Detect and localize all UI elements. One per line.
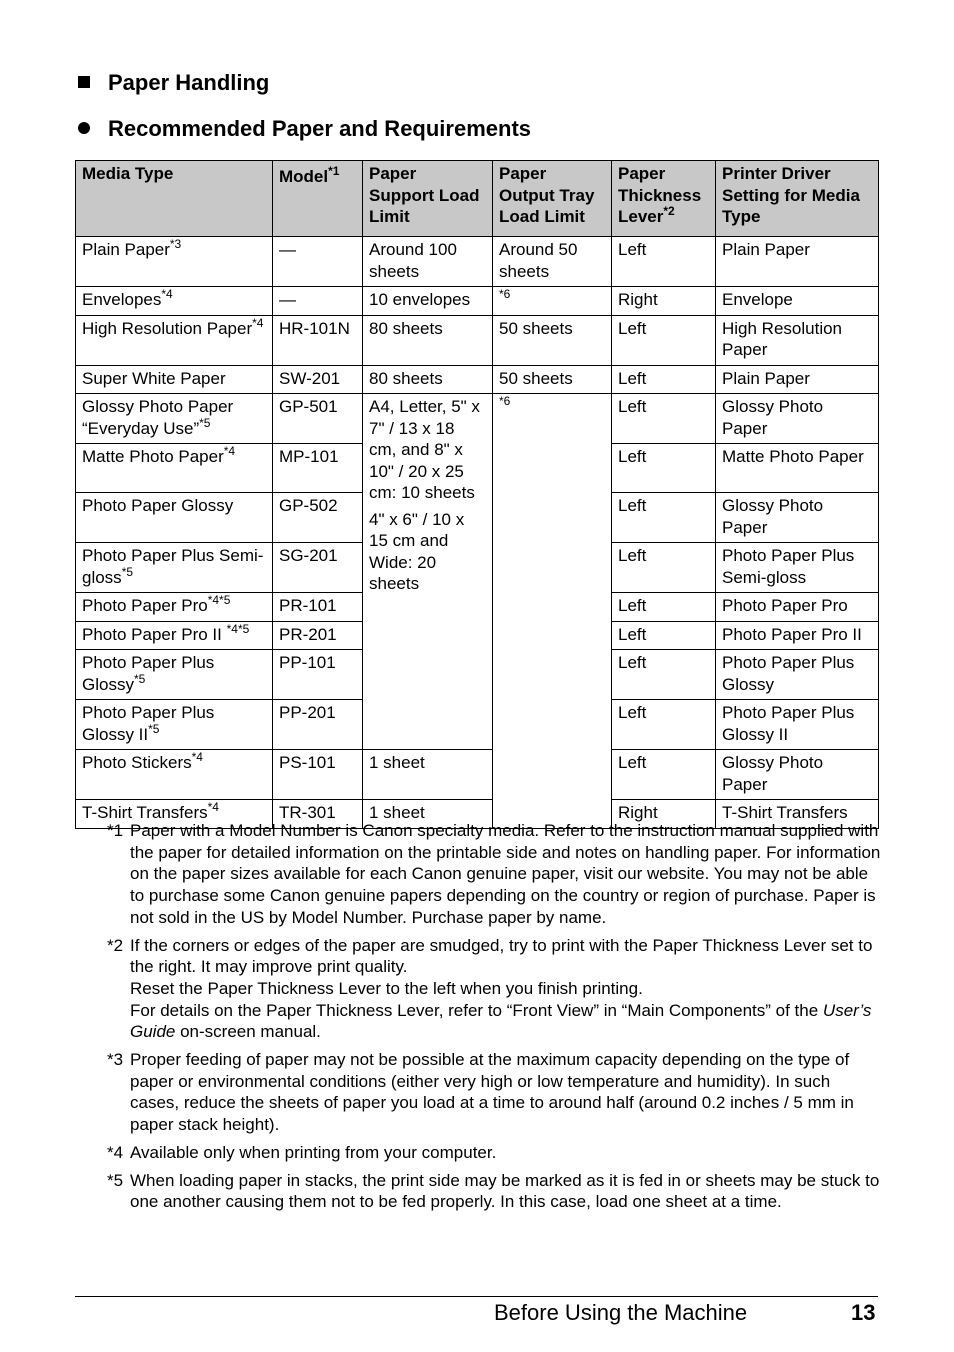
- cell-media: High Resolution Paper$^{*4}$: [76, 315, 273, 365]
- footnote-text: Paper with a Model Number is Canon specialty media. Refer to the instruction manual supplied with the paper for detailed information on the printable side and notes on handling paper. For information on the paper sizes available for each Canon genuine paper, visit our website. You may not be able to purchase some Canon genuine papers depending on the country or region of purchase. Paper is not sold in the US by Model Number. Purchase paper by name.: [130, 821, 881, 927]
- cell-media: Photo Stickers$^{*4}$: [76, 750, 273, 800]
- footnote-marker: *4: [107, 1142, 124, 1162]
- cell-driver: Matte Photo Paper: [716, 444, 879, 493]
- cell-support: 10 envelopes: [363, 287, 493, 316]
- cell-model: HR-101N: [273, 315, 363, 365]
- cell-model: PS-101: [273, 750, 363, 800]
- cell-lever: Left: [612, 365, 716, 394]
- header-thickness-lever: Paper Thickness Lever$^{*2}$: [612, 161, 716, 237]
- cell-driver: Envelope: [716, 287, 879, 316]
- cell-media: Envelopes$^{*4}$: [76, 287, 273, 316]
- table-row: [76, 394, 879, 444]
- cell-driver: T-Shirt Transfers: [716, 800, 879, 829]
- cell-support: Around 100 sheets: [363, 237, 493, 287]
- footnote-marker: *1: [107, 821, 124, 840]
- cell-driver: Photo Paper Plus Semi-gloss: [716, 543, 879, 593]
- cell-support: 1 sheet: [363, 800, 493, 829]
- footnote-text: Available only when printing from your computer.: [130, 1142, 497, 1162]
- cell-model: PR-201: [273, 621, 363, 650]
- cell-driver: Glossy Photo Paper: [716, 493, 879, 543]
- cell-lever: Left: [612, 543, 716, 593]
- cell-driver: Photo Paper Plus Glossy: [716, 650, 879, 700]
- cell-media: Super White Paper: [76, 365, 273, 394]
- table-header-row: [76, 161, 879, 237]
- table-row: [76, 315, 879, 365]
- cell-lever: Left: [612, 493, 716, 543]
- cell-model: SW-201: [273, 365, 363, 394]
- cell-media: Matte Photo Paper$^{*4}$: [76, 444, 273, 493]
- cell-media: T-Shirt Transfers$^{*4}$: [76, 800, 273, 829]
- footnote-text: Proper feeding of paper may not be possible at the maximum capacity depending on the type of paper or environmental conditions (either very high or low temperature and humidity). In such cases, reduce the sheets of paper you load at a time to around half (around 0.2 inches / 5 mm in paper stack height).: [130, 1050, 854, 1135]
- cell-lever: Left: [612, 593, 716, 622]
- cell-lever: Left: [612, 621, 716, 650]
- footnote: [107, 1142, 882, 1164]
- cell-media: Plain Paper$^{*3}$: [76, 237, 273, 287]
- table-row: [76, 750, 879, 800]
- cell-media: Glossy Photo Paper “Everyday Use”$^{*5}$: [76, 394, 273, 444]
- footnote-text: When loading paper in stacks, the print side may be marked as it is fed in or sheets may be stuck to one another causing them not to be fed properly. In this case, load one sheet at a time.: [130, 1170, 880, 1212]
- cell-lever: Left: [612, 650, 716, 700]
- cell-model: GP-501: [273, 394, 363, 444]
- sub-heading: Recommended Paper and Requirements: [78, 116, 531, 142]
- cell-lever: Left: [612, 315, 716, 365]
- round-bullet-icon: [78, 122, 90, 134]
- cell-lever: Left: [612, 750, 716, 800]
- cell-output-merged: *6: [493, 394, 612, 829]
- footnote: [107, 1049, 882, 1136]
- cell-media: Photo Paper Plus Glossy II$^{*5}$: [76, 700, 273, 750]
- footnote-text: If the corners or edges of the paper are smudged, try to print with the Paper Thickness Lever set to the right. It may improve print quality. Reset the Paper Thickness Lever to the left when you finish printing. For details on the Paper Thickness Lever, refer to “Front View” in “Main Components” of the User’s Guide on-screen manual.: [130, 935, 873, 1042]
- table-row: [76, 287, 879, 316]
- cell-driver: Photo Paper Plus Glossy II: [716, 700, 879, 750]
- cell-model: —: [273, 287, 363, 316]
- cell-driver: Glossy Photo Paper: [716, 394, 879, 444]
- cell-driver: Plain Paper: [716, 237, 879, 287]
- cell-model: PP-101: [273, 650, 363, 700]
- cell-driver: Plain Paper: [716, 365, 879, 394]
- cell-media: Photo Paper Plus Glossy$^{*5}$: [76, 650, 273, 700]
- cell-lever: Left: [612, 700, 716, 750]
- footer-title: Before Using the Machine: [494, 1300, 748, 1325]
- footnote-marker: *5: [107, 1170, 124, 1190]
- section-heading: Paper Handling: [78, 70, 269, 96]
- cell-lever: Left: [612, 394, 716, 444]
- table-row: [76, 237, 879, 287]
- cell-model: SG-201: [273, 543, 363, 593]
- cell-output: Around 50 sheets: [493, 237, 612, 287]
- cell-lever: Left: [612, 444, 716, 493]
- header-support-limit: Paper Support Load Limit: [363, 161, 493, 237]
- header-output-limit: Paper Output Tray Load Limit: [493, 161, 612, 237]
- cell-driver: Glossy Photo Paper: [716, 750, 879, 800]
- table-row: [76, 365, 879, 394]
- cell-output: 50 sheets: [493, 315, 612, 365]
- header-model: Model$^{*1}$: [273, 161, 363, 237]
- cell-model: PP-201: [273, 700, 363, 750]
- cell-media: Photo Paper Plus Semi-gloss$^{*5}$: [76, 543, 273, 593]
- header-driver-setting: Printer Driver Setting for Media Type: [716, 161, 879, 237]
- page-number: 13: [851, 1300, 876, 1325]
- cell-support-merged: A4, Letter, 5" x 7" / 13 x 18 cm, and 8" x 10" / 20 x 25 cm: 10 sheets 4" x 6" / 10 x 15 cm and Wide: 20 sheets: [363, 394, 493, 750]
- paper-table: [75, 160, 879, 829]
- cell-lever: Right: [612, 800, 716, 829]
- cell-lever: Right: [612, 287, 716, 316]
- cell-output: *6: [493, 287, 612, 316]
- cell-driver: Photo Paper Pro II: [716, 621, 879, 650]
- footnote-marker: *3: [107, 1050, 124, 1070]
- cell-driver: High Resolution Paper: [716, 315, 879, 365]
- cell-support: 1 sheet: [363, 750, 493, 800]
- header-media-type: Media Type: [76, 161, 273, 237]
- footer-divider: [75, 1296, 878, 1297]
- cell-output: 50 sheets: [493, 365, 612, 394]
- cell-model: PR-101: [273, 593, 363, 622]
- cell-support: 80 sheets: [363, 315, 493, 365]
- footnote: [107, 1170, 882, 1213]
- cell-media: Photo Paper Pro II $^{*4*5}$: [76, 621, 273, 650]
- cell-lever: Left: [612, 237, 716, 287]
- cell-model: GP-502: [273, 493, 363, 543]
- footnote: [107, 935, 882, 1044]
- cell-model: —: [273, 237, 363, 287]
- cell-media: Photo Paper Glossy: [76, 493, 273, 543]
- cell-model: MP-101: [273, 444, 363, 493]
- footnote-marker: *2: [107, 935, 124, 955]
- footnotes: [107, 820, 882, 1219]
- cell-driver: Photo Paper Pro: [716, 593, 879, 622]
- cell-model: TR-301: [273, 800, 363, 829]
- cell-support: 80 sheets: [363, 365, 493, 394]
- square-bullet-icon: [78, 76, 90, 88]
- cell-media: Photo Paper Pro$^{*4*5}$: [76, 593, 273, 622]
- footnote: [107, 820, 882, 929]
